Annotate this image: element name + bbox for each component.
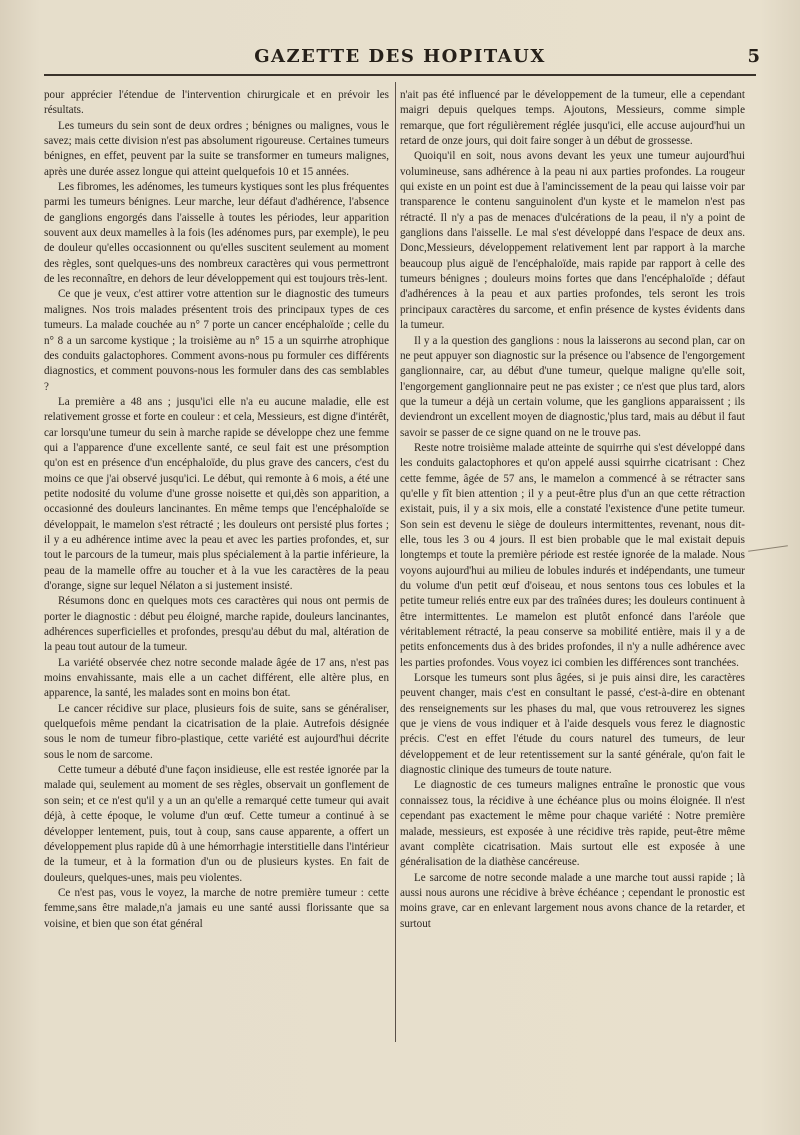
paragraph: Le sarcome de notre seconde malade a une marche tout aussi rapide ; là aussi nous aurons une récidive à brève échéance ; cependant le pronostic est moins grave, car en enlevant largement nous avons chance de la retarder, et surtout: [400, 871, 745, 930]
page-header: [40, 42, 760, 72]
paragraph: Résumons donc en quelques mots ces caractères qui nous ont permis de porter le diagnostic : début peu éloigné, marche rapide, douleurs lancinantes, adhérences superficielles et profondes, presqu'au début du mal, altération de la peau tout autour de la tumeur.: [44, 595, 389, 654]
paragraph: Les fibromes, les adénomes, les tumeurs kystiques sont les plus fréquentes parmi les tumeurs bénignes. Leur marche, leur défaut d'adhérence, l'absence de ganglions engorgés dans l'aisselle à toutes les périodes, leur apparition souvent aux deux mamelles à la fois (les adénomes purs, par exemple), le peu de douleur qu'elles occasionnent ou qu'elles suscitent seulement au moment des règles, sont quelques-uns des nombreux caractères qui vous permettront de les reconnaître, en dehors de leur développement qui est toujours très-lent.: [44, 181, 389, 286]
right-column: [400, 88, 745, 1098]
paragraph: Quoiqu'il en soit, nous avons devant les yeux une tumeur aujourd'hui volumineuse, sans adhérence à la peau ni aux parties profondes. La rougeur qui existe en un point est due à l'amincissement de la peau qui laisse voir par transparence le contenu sanguinolent d'un kyste et le mamelon n'est pas rétracté. Il n'y a pas de menaces d'ulcérations de la peau, il n'y a point de ganglions dans l'aisselle. Le mal s'est développé dans l'espace de deux ans. Donc,Messieurs, développement relativement lent par rapport à la marche beaucoup plus aiguë de l'encéphaloïde, mais rapide par rapport à celle des tumeurs bénignes ; douleurs moins fortes que dans l'encéphaloïde ; défaut d'adhérences à la peau et aux parties profondes, tels seront les trois principaux caractères du sarcome, et enfin présence de kystes évidents dans la tumeur.: [400, 150, 745, 332]
margin-pencil-mark: [748, 545, 788, 552]
paragraph: n'ait pas été influencé par le développement de la tumeur, elle a cependant maigri depuis quelques temps. Ajoutons, Messieurs, comme simple remarque, que fort régulièrement réglée jusqu'ici, elle accuse aujourd'hui un retard de onze jours, qui doit faire songer à un début de grossesse.: [400, 89, 745, 148]
paragraph: Reste notre troisième malade atteinte de squirrhe qui s'est développé dans les conduits galactophores et qu'on appelé aussi squirrhe cicatrisant : Chez cette femme, âgée de 57 ans, le mamelon a commencé à se rétracter sans qu'elle y fît bien attention ; il y a peut-être plus d'un an que cette rétraction existait, puis, il y a six mois, elle a constaté l'existence d'une petite tumeur. Son sein est devenu le siège de douleurs intermittentes, revenant, nous dit-elle, tous les 3 ou 4 jours. Il est bien probable que le mal existait depuis longtemps et toute la première période est restée ignorée de la malade. Nous voyons aujourd'hui au milieu de lobules indurés et indépendants, une tumeur du volume d'un petit œuf d'oiseau, et nous sentons tous ces lobules et la petite tumeur reliés entre eux par des traînées dures; les douleurs continuent à être intermittentes. Le mamelon est plutôt enfoncé dans l'aréole que véritablement rétracté, la peau conserve sa mobilité entière, mais il y a de petits enfoncements dus à des brides profondes, il n'y a nulle adhérence avec les parties profondes. Vous voyez ici combien les différences sont tranchées.: [400, 441, 745, 669]
page-number: 5: [747, 46, 760, 67]
paragraph: Le diagnostic de ces tumeurs malignes entraîne le pronostic que vous connaissez tous, la récidive à une échéance plus ou moins éloignée. Il n'est cependant pas exactement le même pour chaque variété : Notre première malade, messieurs, est exposée à une récidive très rapide, peut-être même avant complète cicatrisation. Mais surtout elle est exposée à une généralisation de la diathèse cancéreuse.: [400, 779, 745, 869]
paragraph: Les tumeurs du sein sont de deux ordres ; bénignes ou malignes, vous le savez; mais cette division n'est pas absolument rigoureuse. Certaines tumeurs bénignes, en effet, peuvent par la suite se transformer en tumeurs malignes, après une durée assez longue qui atteint quelquefois 10 et 15 années.: [44, 119, 389, 178]
column-divider: [395, 82, 396, 1042]
paragraph: Ce n'est pas, vous le voyez, la marche de notre première tumeur : cette femme,sans être malade,n'a jamais eu une santé aussi florissante que sa voisine, et bien que son état général: [44, 886, 389, 930]
header-rule: [44, 74, 756, 76]
paragraph: Il y a la question des ganglions : nous la laisserons au second plan, car on ne peut appuyer son diagnostic sur la présence ou l'absence de l'engorgement ganglionnaire, car, au début d'une tumeur, quelque maligne qu'elle soit, l'engorgement ganglionnaire peut ne pas exister ; ce n'est que plus tard, alors que la tumeur a déjà un certain volume, que les ganglions apparaissent ; ils deviendront un excellent moyen de diagnostic,'plus tard, mais au début il faut savoir se passer de ce signe quand on ne le trouve pas.: [400, 334, 745, 439]
paragraph: pour apprécier l'étendue de l'intervention chirurgicale et en prévoir les résultats.: [44, 89, 389, 117]
paragraph: Cette tumeur a débuté d'une façon insidieuse, elle est restée ignorée par la malade qui, seulement au moment de ses règles, observait un gonflement de son sein; et ce n'est qu'il y a un an qu'elle a remarqué cette tumeur qui avait déjà, à cette époque, le volume d'un œuf. Cette tumeur a continué à se développer lentement, puis, tout à coup, sans cause apparente, a offert un développement plus rapide dû à une hémorrhagie interstitielle dans l'intérieur de la tumeur, et à la formation d'un ou de plusieurs kystes. En fait de douleurs, quelques-unes, mais peu violentes.: [44, 764, 389, 884]
paragraph: La première a 48 ans ; jusqu'ici elle n'a eu aucune maladie, elle est relativement grosse et forte en couleur : et cela, Messieurs, est digne d'intérêt, car lorsqu'une tumeur du sein à marche rapide se développe chez une femme qui a l'apparence d'une excellente santé, ce seul fait est une présomption qu'on est en présence d'un encéphaloïde, du plus grave des cancers, c'est du moins ce que j'ai observé jusqu'ici. Le début, qui remonte à 6 mois, a été une petite nodosité du volume d'une grosse noisette et qui,dès son apparition, a occasionné des douleurs lancinantes. En même temps que l'encéphaloïde se développait, le mamelon s'est rétracté ; les douleurs ont persisté plus fortes ; il y a eu adhérence intime avec la peau et avec les parties profondes, et, sur tout le parcours de la tumeur, mais plus spécialement à la partie inférieure, la peau de la mamelle offre au toucher et à la vue les caractères de la peau d'orange, signe sur lequel Nélaton a si justement insisté.: [44, 395, 389, 592]
left-column: [44, 88, 389, 1098]
paragraph: Le cancer récidive sur place, plusieurs fois de suite, sans se généraliser, quelquefois même pendant la cicatrisation de la plaie. Autrefois désignée sous le nom de tumeur fibro-plastique, cette variété est aujourd'hui décrite sous le nom de sarcome.: [44, 702, 389, 761]
running-title: GAZETTE DES HOPITAUX: [254, 46, 546, 67]
paragraph: La variété observée chez notre seconde malade âgée de 17 ans, n'est pas moins envahissante, mais elle a un cachet différent, elle altère plus, en apparence, la santé, les malades sont en moins bon état.: [44, 656, 389, 700]
paragraph: Ce que je veux, c'est attirer votre attention sur le diagnostic des tumeurs malignes. Nos trois malades présentent trois des principaux types de ces tumeurs. La malade couchée au n° 7 porte un cancer encéphaloïde ; celle du n° 8 a un sarcome kystique ; la troisième au n° 15 a un squirrhe atrophique des conduits galactophores. Comment avons-nous pu formuler ces différents diagnostics, et comment pouvons-nous les formuler dans des cas semblables ?: [44, 288, 389, 393]
paragraph: Lorsque les tumeurs sont plus âgées, si je puis ainsi dire, les caractères peuvent changer, mais c'est en consultant le passé, c'est-à-dire en obtenant des renseignements sur les phases du mal, que vous retrouverez les signes que je viens de vous indiquer et à l'aide desquels vous ferez le diagnostic précis. C'est en effet l'étude du cours naturel des tumeurs, de leur développement et de leur retentissement sur la santé générale, qu'on fait le diagnostic clinique des tumeurs de toute nature.: [400, 672, 745, 777]
